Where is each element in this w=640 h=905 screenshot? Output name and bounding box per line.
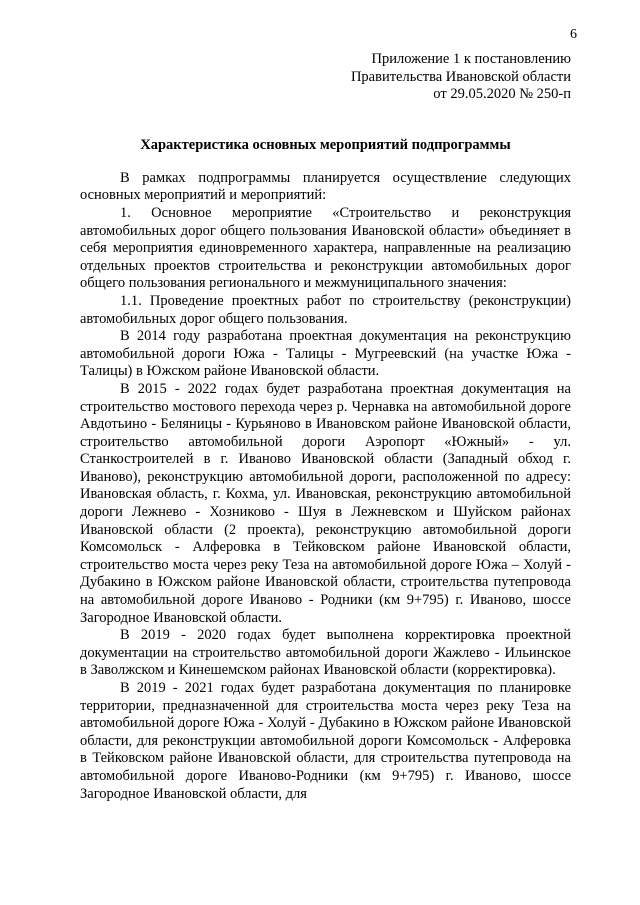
paragraph-design-works: 1.1. Проведение проектных работ по строительству (реконструкции) автомобильных дорог общего пользования. xyxy=(80,292,571,327)
appendix-line-3: от 29.05.2020 № 250-п xyxy=(433,86,571,103)
appendix-line-2: Правительства Ивановской области xyxy=(350,68,571,85)
appendix-line-1: Приложение 1 к постановлению xyxy=(371,51,571,67)
paragraph-main-activity: 1. Основное мероприятие «Строительство и реконструкция автомобильных дорог общего пользования Ивановской области» объединяет в себя мероприятия единовременного характера, направленные на реализацию отдельных проектов строительства и реконструкции автомобильных дорог общего пользования регионального и межмуниципального значения: xyxy=(80,204,571,292)
page-number: 6 xyxy=(570,27,577,42)
paragraph-intro: В рамках подпрограммы планируется осуществление следующих основных мероприятий и мероприятий: xyxy=(80,169,571,204)
document-title: Характеристика основных мероприятий подпрограммы xyxy=(140,136,511,153)
paragraph-2019-2021: В 2019 - 2021 годах будет разработана документация по планировке территории, предназначенной для строительства моста через реку Теза на автомобильной дороге Южа - Холуй - Дубакино в Южском районе Ивановской области, для реконструкции автомобильной дороги Комсомольск - Алферовка в Тейковском районе Ивановской области, для строительства путепровода на автомобильной дороге Иваново-Родники (км 9+795) г. Иваново, шоссе Загородное Ивановской области, для xyxy=(80,680,571,802)
document-body xyxy=(80,170,571,803)
paragraph-2019-2020: В 2019 - 2020 годах будет выполнена корректировка проектной документации на строительство автомобильной дороги Жажлево - Ильинское в Заволжском и Кинешемском районах Ивановской области (корректировка). xyxy=(80,627,571,679)
appendix-header xyxy=(80,51,571,104)
paragraph-2015-2022: В 2015 - 2022 годах будет разработана проектная документация на строительство мостового перехода через р. Чернавка на автомобильной дороге Авдотьино - Беляницы - Курьяново в Ивановском районе Ивановской области, строительство автомобильной дороги Аэропорт «Южный» - ул. Станкостроителей в г. Иваново Ивановской области (Западный обход г. Иваново), реконструкцию автомобильной дороги, расположенной по адресу: Ивановская область, г. Кохма, ул. Ивановская, реконструкцию автомобильной дороги Лежнево - Хозниково - Шуя в Лежневском и Шуйском районах Ивановской области (2 проекта), реконструкцию автомобильной дороги Комсомольск - Алферовка в Тейковском районе Ивановской области, строительство моста через реку Теза на автомобильной дороге Южа – Холуй - Дубакино в Южском районе Ивановской области, строительства путепровода на автомобильной дороге Иваново - Родники (км 9+795) г. Иваново, шоссе Загородное Ивановской области. xyxy=(80,380,571,626)
paragraph-2014: В 2014 году разработана проектная документация на реконструкцию автомобильной дороги Южа - Талицы - Мугреевский (на участке Южа - Талицы) в Южском районе Ивановской области. xyxy=(80,328,571,380)
